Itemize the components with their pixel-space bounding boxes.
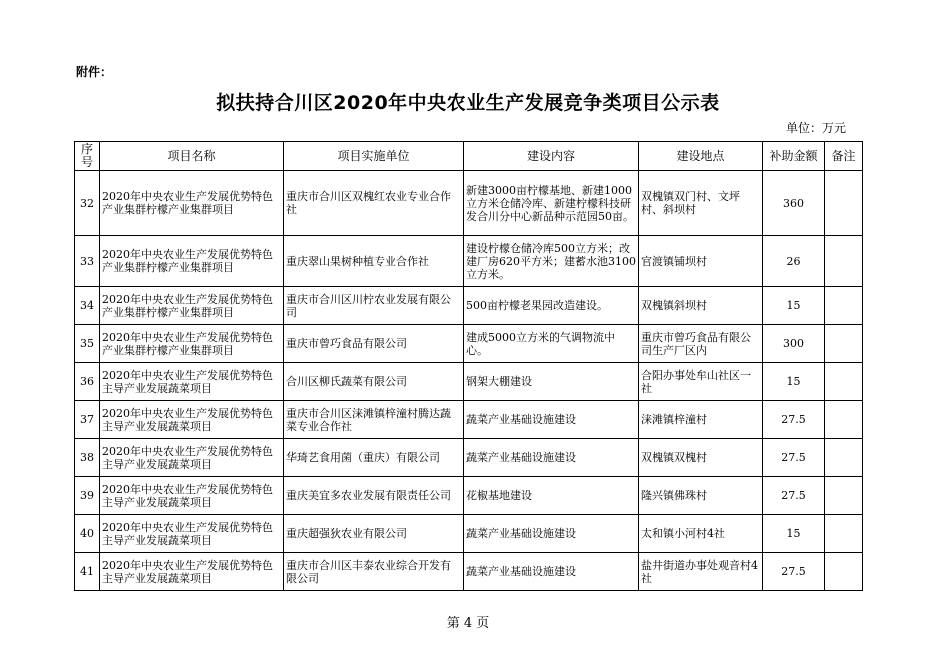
table-row	[75, 515, 863, 553]
row-note	[825, 287, 863, 325]
row-implementing-unit: 重庆翠山果树种植专业合作社	[284, 236, 464, 287]
row-no: 33	[75, 236, 100, 287]
row-note	[825, 325, 863, 363]
table-row	[75, 439, 863, 477]
row-no: 35	[75, 325, 100, 363]
row-implementing-unit: 重庆美宜多农业发展有限责任公司	[284, 477, 464, 515]
row-content: 蔬菜产业基础设施建设	[464, 439, 639, 477]
unit-label: 单位：万元	[785, 121, 846, 135]
row-no: 34	[75, 287, 100, 325]
table-row	[75, 477, 863, 515]
table-row	[75, 363, 863, 401]
row-location: 盐井街道办事处观音村4社	[639, 553, 763, 591]
col-header-location: 建设地点	[639, 142, 763, 171]
row-location: 双槐镇斜坝村	[639, 287, 763, 325]
row-location: 隆兴镇佛珠村	[639, 477, 763, 515]
row-no: 38	[75, 439, 100, 477]
row-amount: 360	[763, 171, 825, 236]
col-header-note: 备注	[825, 142, 863, 171]
row-content: 蔬菜产业基础设施建设	[464, 553, 639, 591]
row-project-name: 2020年中央农业生产发展优势特色主导产业发展蔬菜项目	[100, 477, 284, 515]
row-content: 新建3000亩柠檬基地、新建1000立方米仓储冷库、新建柠檬科技研发合川分中心新品种示范园50亩。	[464, 171, 639, 236]
row-content: 蔬菜产业基础设施建设	[464, 401, 639, 439]
row-project-name: 2020年中央农业生产发展优势特色主导产业发展蔬菜项目	[100, 363, 284, 401]
row-project-name: 2020年中央农业生产发展优势特色产业集群柠檬产业集群项目	[100, 171, 284, 236]
row-content: 钢架大棚建设	[464, 363, 639, 401]
row-amount: 15	[763, 363, 825, 401]
table-row	[75, 553, 863, 591]
row-location: 双槐镇双门村、文坪村、斜坝村	[639, 171, 763, 236]
page-number: 第 4 页	[446, 616, 490, 631]
row-amount: 27.5	[763, 401, 825, 439]
row-location: 太和镇小河村4社	[639, 515, 763, 553]
row-no: 39	[75, 477, 100, 515]
row-content: 建成5000立方米的气调物流中心。	[464, 325, 639, 363]
project-table	[74, 141, 863, 591]
row-content: 蔬菜产业基础设施建设	[464, 515, 639, 553]
row-location: 双槐镇双槐村	[639, 439, 763, 477]
row-no: 41	[75, 553, 100, 591]
table-row	[75, 401, 863, 439]
col-header-amount: 补助金额	[763, 142, 825, 171]
row-no: 40	[75, 515, 100, 553]
row-implementing-unit: 重庆超强狄农业有限公司	[284, 515, 464, 553]
table-row	[75, 171, 863, 236]
row-implementing-unit: 华琦艺食用菌（重庆）有限公司	[284, 439, 464, 477]
row-implementing-unit: 重庆市合川区涞滩镇梓潼村腾达蔬菜专业合作社	[284, 401, 464, 439]
page-title: 拟扶持合川区2020年中央农业生产发展竞争类项目公示表	[216, 92, 720, 114]
row-location: 合阳办事处牟山社区一社	[639, 363, 763, 401]
col-header-content: 建设内容	[464, 142, 639, 171]
row-amount: 27.5	[763, 477, 825, 515]
attachment-label: 附件：	[76, 65, 113, 79]
col-header-no: 序号	[75, 142, 100, 171]
row-content: 500亩柠檬老果园改造建设。	[464, 287, 639, 325]
row-project-name: 2020年中央农业生产发展优势特色主导产业发展蔬菜项目	[100, 515, 284, 553]
row-note	[825, 236, 863, 287]
table-row	[75, 287, 863, 325]
row-note	[825, 401, 863, 439]
row-note	[825, 553, 863, 591]
row-note	[825, 363, 863, 401]
row-no: 37	[75, 401, 100, 439]
table-header-row	[75, 142, 863, 171]
row-implementing-unit: 重庆市曾巧食品有限公司	[284, 325, 464, 363]
row-note	[825, 439, 863, 477]
row-project-name: 2020年中央农业生产发展优势特色产业集群柠檬产业集群项目	[100, 325, 284, 363]
row-no: 32	[75, 171, 100, 236]
table-row	[75, 325, 863, 363]
col-header-name: 项目名称	[100, 142, 284, 171]
row-project-name: 2020年中央农业生产发展优势特色产业集群柠檬产业集群项目	[100, 236, 284, 287]
row-project-name: 2020年中央农业生产发展优势特色主导产业发展蔬菜项目	[100, 553, 284, 591]
col-header-unit: 项目实施单位	[284, 142, 464, 171]
row-implementing-unit: 重庆市合川区丰泰农业综合开发有限公司	[284, 553, 464, 591]
row-project-name: 2020年中央农业生产发展优势特色主导产业发展蔬菜项目	[100, 439, 284, 477]
row-project-name: 2020年中央农业生产发展优势特色产业集群柠檬产业集群项目	[100, 287, 284, 325]
row-project-name: 2020年中央农业生产发展优势特色主导产业发展蔬菜项目	[100, 401, 284, 439]
row-content: 花椒基地建设	[464, 477, 639, 515]
row-location: 官渡镇铺坝村	[639, 236, 763, 287]
row-amount: 26	[763, 236, 825, 287]
table-row	[75, 236, 863, 287]
row-amount: 15	[763, 515, 825, 553]
row-note	[825, 171, 863, 236]
row-no: 36	[75, 363, 100, 401]
row-amount: 15	[763, 287, 825, 325]
row-location: 涞滩镇梓潼村	[639, 401, 763, 439]
row-location: 重庆市曾巧食品有限公司生产厂区内	[639, 325, 763, 363]
row-implementing-unit: 重庆市合川区川柠农业发展有限公司	[284, 287, 464, 325]
row-implementing-unit: 合川区柳氏蔬菜有限公司	[284, 363, 464, 401]
row-amount: 27.5	[763, 553, 825, 591]
row-implementing-unit: 重庆市合川区双槐红农业专业合作社	[284, 171, 464, 236]
row-amount: 27.5	[763, 439, 825, 477]
row-note	[825, 477, 863, 515]
row-amount: 300	[763, 325, 825, 363]
row-content: 建设柠檬仓储冷库500立方米；改建厂房620平方米；建蓄水池3100立方米。	[464, 236, 639, 287]
row-note	[825, 515, 863, 553]
